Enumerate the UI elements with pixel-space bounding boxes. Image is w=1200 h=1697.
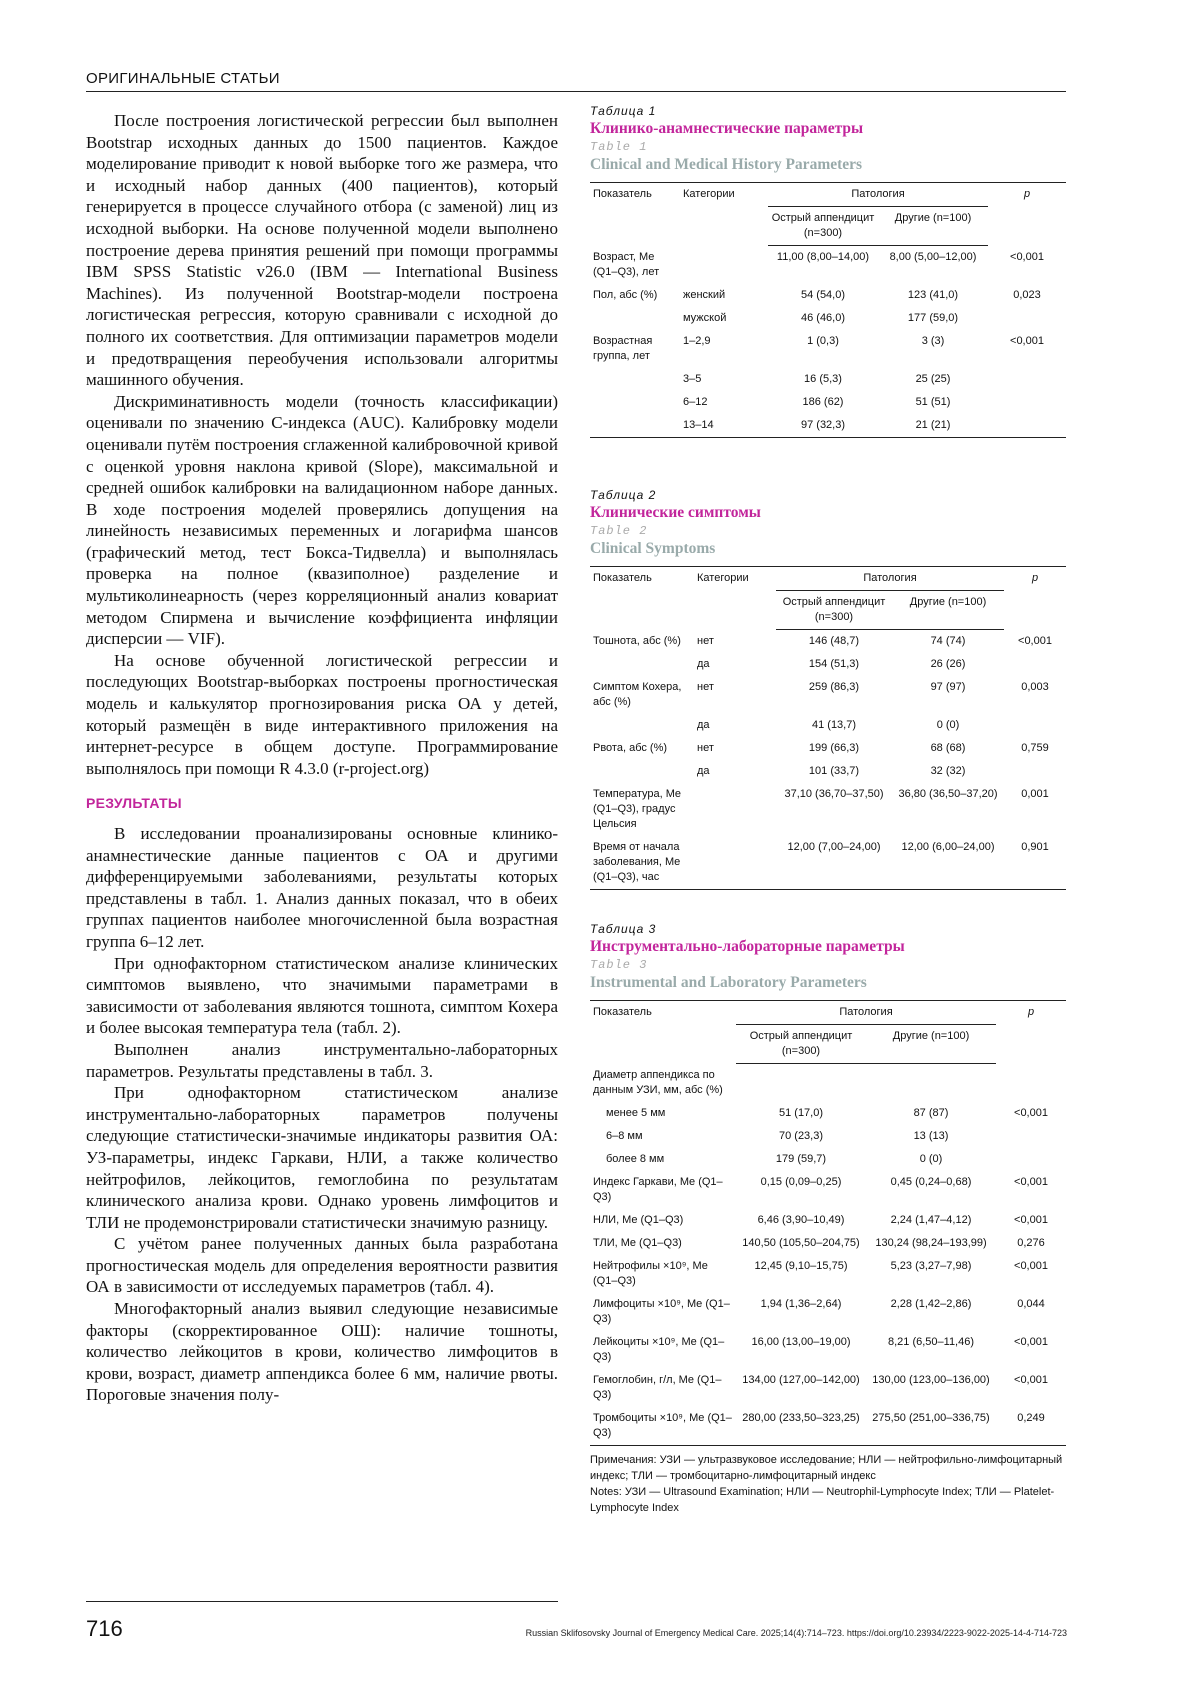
cell-p-value: <0,001 (1010, 334, 1044, 347)
cell-p-value: 0,001 (1021, 788, 1049, 800)
cell-acute-appendicitis: 280,00 (233,50–323,25) (736, 1407, 866, 1446)
cell-category (694, 836, 776, 890)
table-row (590, 760, 1066, 783)
cell-indicator: Диаметр аппендикса по данным УЗИ, мм, абс (%) (593, 1068, 723, 1096)
cell-p-value (996, 1148, 1066, 1171)
cell-indicator: Симптом Кохера, абс (%) (593, 681, 682, 708)
table-3-block (590, 922, 1066, 1516)
cell-p-value: <0,001 (1014, 1175, 1048, 1188)
cell-indicator (590, 368, 680, 391)
cell-other: 0 (0) (936, 719, 960, 731)
cell-p-value (996, 1064, 1066, 1102)
cell-category: женский (683, 288, 726, 301)
cell-p-value (1004, 653, 1066, 676)
cell-other: 2,24 (1,47–4,12) (890, 1213, 972, 1226)
cell-other: 0,45 (0,24–0,68) (890, 1175, 972, 1188)
cell-category: нет (697, 742, 714, 754)
cell-other: 51 (51) (915, 395, 951, 408)
table-2-title-ru: Клинические симптомы (590, 504, 761, 521)
cell-other: 26 (26) (930, 658, 966, 670)
table-row (590, 1293, 1066, 1331)
running-head: ОРИГИНАЛЬНЫЕ СТАТЬИ (86, 70, 280, 87)
table-row (590, 1369, 1066, 1407)
cell-indicator (590, 653, 694, 676)
table-3-title-en: Instrumental and Laboratory Parameters (590, 974, 867, 991)
cell-p-value: 0,759 (1021, 742, 1049, 754)
cell-p-value: <0,001 (1018, 634, 1052, 647)
cell-indicator: Лейкоциты ×10⁹, Me (Q1–Q3) (593, 1335, 725, 1363)
table-1-block (590, 104, 1066, 438)
table-row (590, 284, 1066, 307)
table-2-block (590, 488, 1066, 890)
table-3-notes-ru: Примечания: УЗИ — ультразвуковое исследование; НЛИ — нейтрофильно-лимфоцитарный индекс; ТЛИ — тромбоцитарно-лимфоцитарный индекс (590, 1453, 1063, 1482)
cell-indicator (590, 391, 680, 414)
cell-acute-appendicitis: 51 (17,0) (778, 1106, 824, 1119)
table-row (590, 1125, 1066, 1148)
table-row (590, 368, 1066, 391)
paragraph-results-6: Многофакторный анализ выявил следующие независимые факторы (скорректированное ОШ): наличие тошноты, количество лейкоцитов в крови, количество лимфоцитов в крови, возраст, диаметр аппендикса более 6 мм, наличие рвоты. Пороговые значения полу- (86, 1299, 558, 1405)
table-2-header-category: Категории (694, 567, 776, 630)
table-1-title-ru: Клинико-анамнестические параметры (590, 120, 864, 137)
cell-category: да (697, 658, 710, 670)
cell-category: нет (697, 634, 714, 647)
cell-other: 21 (21) (878, 414, 988, 438)
paragraph-results-2: При однофакторном статистическом анализе клинических симптомов выявлено, что значимыми параметрами в зависимости от заболевания являются тошнота, симптом Кохера и более высокая температура тела (табл. 2). (86, 953, 558, 1038)
cell-category: да (697, 765, 710, 777)
cell-acute-appendicitis: 140,50 (105,50–204,75) (742, 1236, 860, 1249)
table-2-label-en: Table 2 (590, 524, 648, 538)
table-row (590, 1255, 1066, 1293)
cell-other: 25 (25) (915, 372, 951, 385)
table-row (590, 1102, 1066, 1125)
table-row (590, 414, 1066, 438)
cell-acute-appendicitis: 70 (23,3) (778, 1129, 824, 1142)
table-row (590, 307, 1066, 330)
cell-indicator: Гемоглобин, г/л, Me (Q1–Q3) (593, 1373, 722, 1401)
cell-category (694, 783, 776, 836)
header-rule (86, 91, 1066, 92)
cell-p-value: <0,001 (1014, 1106, 1048, 1119)
cell-indicator (590, 414, 680, 438)
table-row (590, 676, 1066, 714)
cell-acute-appendicitis: 1 (0,3) (807, 334, 839, 347)
cell-p-value (1004, 760, 1066, 783)
table-3-label-en: Table 3 (590, 958, 648, 972)
cell-acute-appendicitis: 16 (5,3) (804, 372, 842, 385)
paragraph-results-4: При однофакторном статистическом анализе инструментально-лабораторных параметров получены следующие статистически-значимые индикаторы развития ОА: УЗ-параметры, индекс Гаркави, НЛИ, а также количество нейтрофилов, лейкоцитов, гемоглобина по результатам клинического анализа крови. Однако уровень лимфоцитов и ТЛИ не продемонстрировали статистически значимую разницу. (86, 1083, 558, 1232)
footer-rule (86, 1601, 558, 1602)
cell-other: 87 (87) (913, 1106, 949, 1119)
cell-acute-appendicitis: 134,00 (127,00–142,00) (742, 1373, 860, 1386)
table-1-title-en: Clinical and Medical History Parameters (590, 156, 863, 173)
table-3 (590, 1000, 1066, 1446)
cell-other: 36,80 (36,50–37,20) (898, 788, 998, 800)
cell-acute-appendicitis: 179 (59,7) (775, 1152, 827, 1165)
left-column (86, 110, 558, 1406)
cell-p-value: 0,023 (1013, 288, 1041, 301)
table-3-notes-en: Notes: УЗИ — Ultrasound Examination; НЛИ — Neutrophil-Lymphocyte Index; ТЛИ — Platelet-Lymphocyte Index (590, 1485, 1055, 1514)
table-row (590, 653, 1066, 676)
table-row (590, 1232, 1066, 1255)
cell-other: 8,00 (5,00–12,00) (889, 251, 977, 263)
cell-other: 12,00 (6,00–24,00) (892, 836, 1004, 890)
cell-acute-appendicitis: 37,10 (36,70–37,50) (784, 788, 884, 800)
cell-category: 13–14 (680, 414, 768, 438)
cell-other: 0 (0) (919, 1152, 943, 1165)
cell-indicator (590, 760, 694, 783)
cell-p-value (988, 307, 1066, 330)
table-1-header-acute: Острый аппендицит (n=300) (768, 207, 878, 246)
cell-other: 2,28 (1,42–2,86) (890, 1297, 972, 1310)
paragraph-discrimination: Дискриминативность модели (точность классификации) оценивали по значению C-индекса (AUC). Калибровку модели оценивали путём построения сглаженной калибровочной кривой с оценкой уровня наклона кривой (Slope), максимальной и средней ошибок калибровки на валидационном наборе данных. В ходе построения моделей проверялись допущения на линейность независимых переменных и логарифма шансов (графический метод, тест Бокса-Тидвелла) и выполнялась проверка на полное (квазиполное) разделение и мультиколинеарность (через корреляционный анализ ковариат методом Спирмена и вычисление коэффициента инфляции дисперсии — VIF). (86, 391, 558, 649)
table-1-label-en: Table 1 (590, 140, 648, 154)
cell-indicator: Тромбоциты ×10⁹, Me (Q1–Q3) (590, 1407, 736, 1446)
table-3-label-ru: Таблица 3 (590, 922, 657, 936)
table-row (590, 1171, 1066, 1209)
cell-p-value: 0,044 (1017, 1297, 1045, 1310)
table-1-header-p: p (988, 183, 1066, 246)
table-3-header-other: Другие (n=100) (866, 1025, 996, 1064)
table-3-header-p: p (996, 1001, 1066, 1064)
cell-p-value: 0,276 (1017, 1236, 1045, 1249)
cell-acute-appendicitis: 186 (62) (802, 395, 844, 408)
cell-acute-appendicitis: 6,46 (3,90–10,49) (757, 1213, 845, 1226)
paragraph-results-5: С учётом ранее полученных данных была разработана прогностическая модель для определения вероятности развития ОА в зависимости от исследуемых параметров (табл. 4). (86, 1234, 558, 1297)
cell-acute-appendicitis: 16,00 (13,00–19,00) (751, 1335, 851, 1348)
cell-p-value: 0,003 (1021, 681, 1049, 693)
cell-indicator (590, 714, 694, 737)
cell-acute-appendicitis: 54 (54,0) (800, 288, 846, 301)
cell-p-value (988, 414, 1066, 438)
cell-acute-appendicitis: 46 (46,0) (800, 311, 846, 324)
table-row (590, 330, 1066, 368)
table-row (590, 1407, 1066, 1446)
table-2-header-p: p (1004, 567, 1066, 630)
table-2-header-pathology: Патология (776, 567, 1004, 591)
cell-indicator: 6–8 мм (606, 1129, 643, 1142)
cell-category: 6–12 (683, 395, 708, 408)
cell-indicator: ТЛИ, Me (Q1–Q3) (593, 1236, 682, 1249)
cell-other: 32 (32) (930, 765, 966, 777)
cell-category (680, 246, 768, 284)
paragraph-calculator: На основе обученной логистической регрессии и последующих Bootstrap-выборках построены прогностическая модель и калькулятор прогнозирования риска ОА у детей, который размещён в виде интерактивного приложения на интернет-ресурсе в общем доступе. Программирование выполнялось при помощи R 4.3.0 (r-project.org) (86, 650, 558, 778)
cell-acute-appendicitis: 154 (51,3) (808, 658, 860, 670)
cell-category: 1–2,9 (683, 334, 711, 347)
page-number: 716 (86, 1616, 123, 1641)
table-1 (590, 182, 1066, 438)
table-3-header-pathology: Патология (736, 1001, 996, 1025)
cell-acute-appendicitis (736, 1064, 866, 1102)
cell-acute-appendicitis: 259 (86,3) (808, 681, 860, 693)
table-2-title-en: Clinical Symptoms (590, 540, 716, 557)
cell-acute-appendicitis: 199 (66,3) (808, 742, 860, 754)
cell-other: 130,00 (123,00–136,00) (872, 1373, 990, 1386)
cell-acute-appendicitis: 11,00 (8,00–14,00) (776, 251, 870, 263)
cell-indicator: Температура, Me (Q1–Q3), градус Цельсия (593, 788, 682, 830)
cell-other: 3 (3) (921, 334, 945, 347)
table-3-header-indicator: Показатель (590, 1001, 736, 1064)
cell-indicator: Время от начала заболевания, Me (Q1–Q3), час (590, 836, 694, 890)
table-row (590, 714, 1066, 737)
cell-acute-appendicitis: 101 (33,7) (808, 765, 860, 777)
cell-other: 13 (13) (913, 1129, 949, 1142)
cell-acute-appendicitis: 41 (13,7) (811, 719, 857, 731)
paragraph-bootstrap: После построения логистической регрессии был выполнен Bootstrap исходных данных до 1500 пациентов. Каждое моделирование приводит к новой выборке того же размера, что и исходный набор данных (400 пациентов), который генерируется в процессе случайного отбора (с заменой) лиц из исходной выборки. На основе полученной модели выполнено построение дерева принятия решений при помощи программы IBM SPSS Statistic v26.0 (IBM — International Business Machines). Из полученной Bootstrap-модели построена логистическая регрессия, которую сравнивали с исходной до полного их соответствия. Для оптимизации параметров модели и предотвращения переобучения использовали алгоритмы машинного обучения. (86, 111, 558, 390)
cell-other: 130,24 (98,24–193,99) (875, 1236, 987, 1249)
table-row (590, 1064, 1066, 1102)
table-row (590, 836, 1066, 890)
citation: Russian Sklifosovsky Journal of Emergency Medical Care. 2025;14(4):714–723. https://doi.org/10.23934/2223-9022-2025-14-4-714-723 (525, 1628, 1067, 1638)
table-row (590, 1331, 1066, 1369)
table-row (590, 391, 1066, 414)
table-row (590, 783, 1066, 836)
table-2-header-other: Другие (n=100) (892, 591, 1004, 630)
cell-category: 3–5 (683, 372, 702, 385)
cell-p-value (996, 1125, 1066, 1148)
cell-indicator: более 8 мм (606, 1152, 665, 1165)
cell-p-value (988, 391, 1066, 414)
cell-indicator: Рвота, абс (%) (593, 742, 668, 754)
cell-acute-appendicitis: 12,00 (7,00–24,00) (776, 836, 892, 890)
paragraph-results-1: В исследовании проанализированы основные клинико-анамнестические данные пациентов с ОА и другими дифференцируемыми заболеваниями, результаты которых представлены в табл. 1. Анализ данных показал, что в обеих группах пациентов наиболее многочисленной была возрастная группа 6–12 лет. (86, 824, 558, 951)
cell-acute-appendicitis: 0,15 (0,09–0,25) (760, 1175, 842, 1188)
cell-indicator: менее 5 мм (606, 1106, 666, 1119)
cell-other (866, 1064, 996, 1102)
cell-acute-appendicitis: 1,94 (1,36–2,64) (760, 1297, 842, 1310)
cell-acute-appendicitis: 146 (48,7) (808, 635, 860, 647)
table-row (590, 630, 1066, 654)
table-1-header-pathology: Патология (768, 183, 988, 207)
cell-indicator: Тошнота, абс (%) (593, 634, 681, 647)
table-row (590, 1148, 1066, 1171)
table-3-header-acute: Острый аппендицит (n=300) (736, 1025, 866, 1064)
cell-acute-appendicitis: 97 (32,3) (768, 414, 878, 438)
cell-p-value (1004, 714, 1066, 737)
cell-indicator: Возрастная группа, лет (593, 334, 653, 362)
cell-category: да (697, 719, 710, 731)
cell-p-value: <0,001 (1014, 1213, 1048, 1226)
results-heading: РЕЗУЛЬТАТЫ (86, 795, 182, 812)
table-row (590, 246, 1066, 284)
cell-indicator: Индекс Гаркави, Me (Q1–Q3) (593, 1175, 723, 1203)
cell-category: нет (697, 681, 714, 693)
table-1-header-category: Категории (680, 183, 768, 246)
cell-other: 97 (97) (930, 681, 966, 693)
cell-indicator: Лимфоциты ×10⁹, Me (Q1–Q3) (593, 1297, 730, 1325)
cell-p-value: <0,001 (1014, 1259, 1048, 1272)
cell-indicator: Пол, абс (%) (593, 288, 658, 301)
table-1-header-indicator: Показатель (590, 183, 680, 246)
cell-other: 5,23 (3,27–7,98) (890, 1259, 972, 1272)
cell-other: 8,21 (6,50–11,46) (887, 1335, 975, 1348)
cell-p-value: 0,901 (1004, 836, 1066, 890)
cell-p-value: <0,001 (1010, 250, 1044, 263)
cell-other: 74 (74) (930, 635, 966, 647)
table-row (590, 1209, 1066, 1232)
cell-indicator: НЛИ, Me (Q1–Q3) (593, 1213, 684, 1226)
cell-other: 275,50 (251,00–336,75) (866, 1407, 996, 1446)
cell-p-value (988, 368, 1066, 391)
table-2-header-acute: Острый аппендицит (n=300) (776, 591, 892, 630)
table-3-title-ru: Инструментально-лабораторные параметры (590, 938, 905, 955)
cell-indicator: Нейтрофилы ×10⁹, Me (Q1–Q3) (593, 1259, 708, 1287)
cell-indicator (590, 307, 680, 330)
cell-indicator: Возраст, Me (Q1–Q3), лет (593, 250, 660, 278)
cell-p-value: <0,001 (1014, 1373, 1048, 1386)
paragraph-results-3: Выполнен анализ инструментально-лабораторных параметров. Результаты представлены в табл. 3. (86, 1039, 558, 1081)
cell-acute-appendicitis: 12,45 (9,10–15,75) (754, 1259, 848, 1272)
table-1-header-other: Другие (n=100) (878, 207, 988, 246)
cell-p-value: <0,001 (1014, 1335, 1048, 1348)
cell-other: 177 (59,0) (907, 311, 959, 324)
table-row (590, 737, 1066, 760)
cell-other: 123 (41,0) (907, 288, 959, 301)
cell-p-value: 0,249 (996, 1407, 1066, 1446)
cell-category: мужской (683, 311, 727, 324)
table-1-label-ru: Таблица 1 (590, 104, 657, 118)
cell-other: 68 (68) (930, 742, 966, 754)
table-2 (590, 566, 1066, 890)
table-2-header-indicator: Показатель (590, 567, 694, 630)
table-2-label-ru: Таблица 2 (590, 488, 657, 502)
